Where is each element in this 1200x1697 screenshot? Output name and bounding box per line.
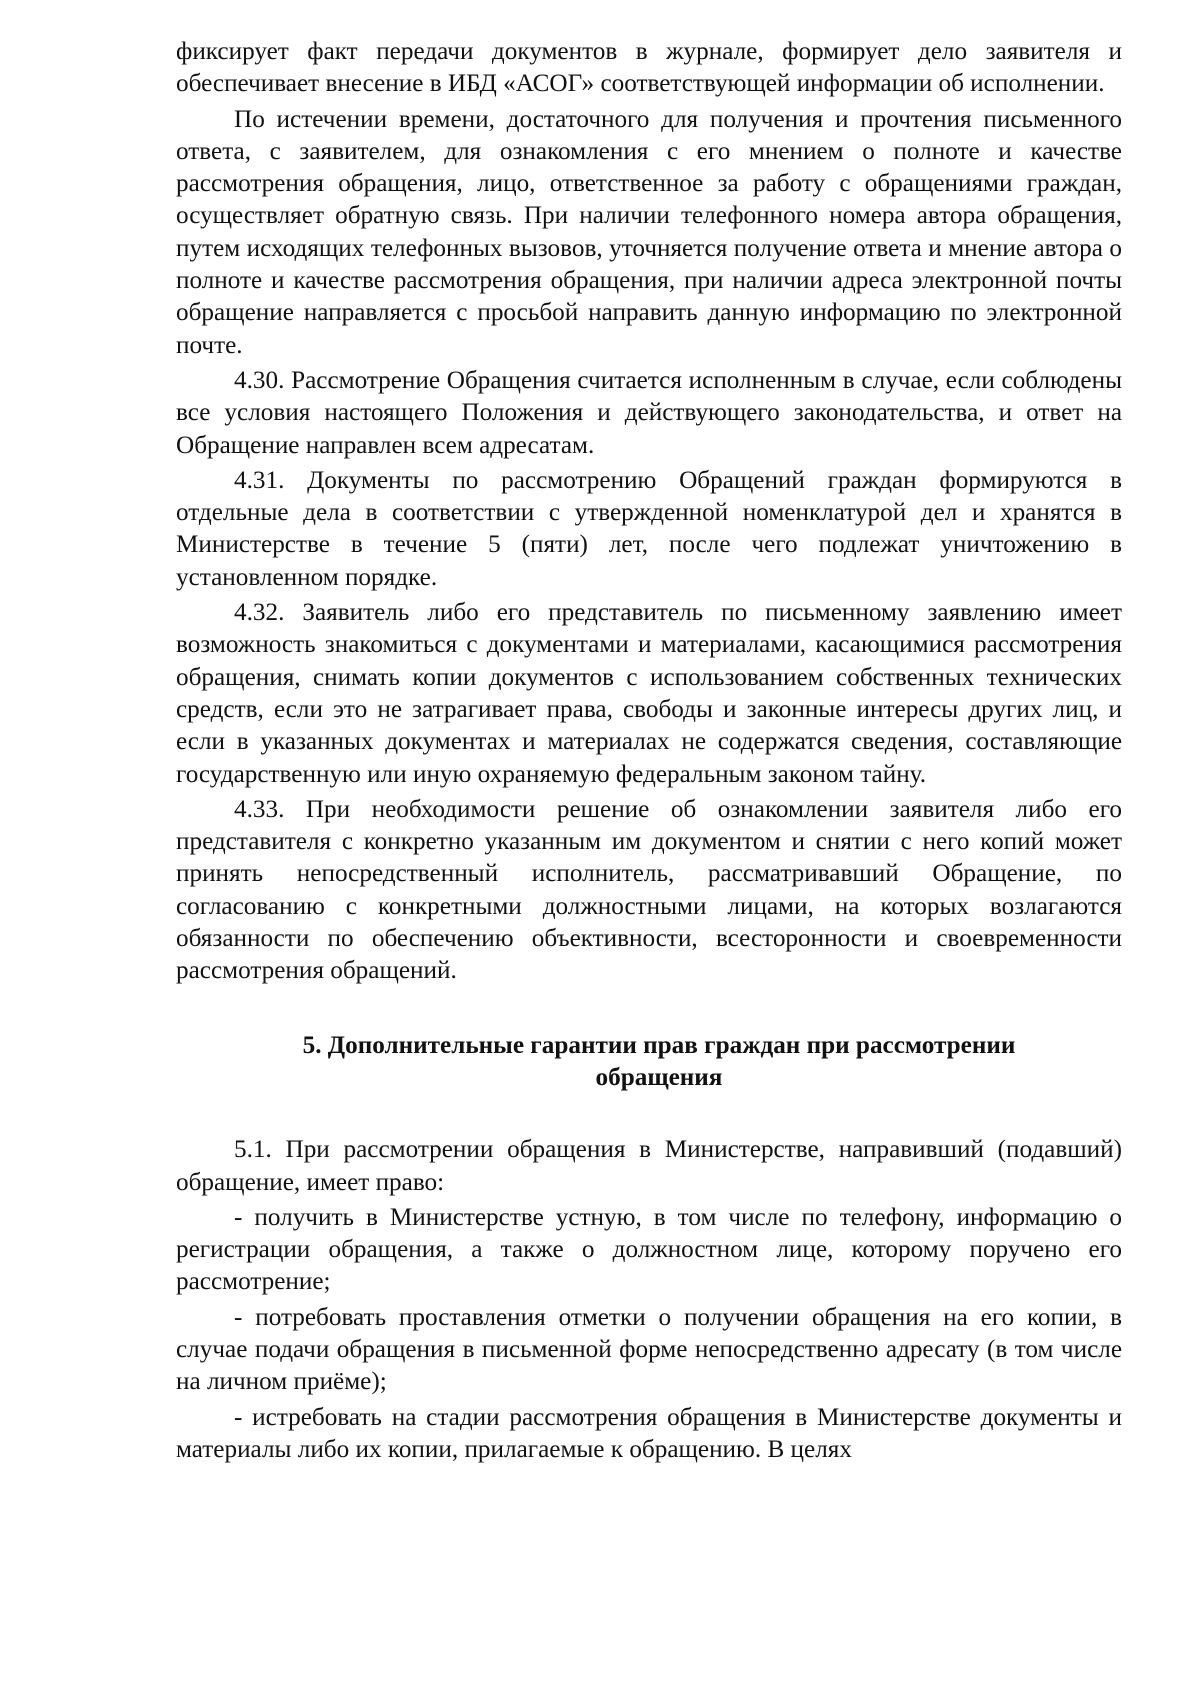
paragraph-continuation: фиксирует факт передачи документов в журнале, формирует дело заявителя и обеспечивает внесение в ИБД «АСОГ» соответствующей информации об исполнении. xyxy=(176,38,1122,98)
paragraph-4-32: 4.32. Заявитель либо его представитель по письменному заявлению имеет возможность знакомиться с документами и материалами, касающимися рассмотрения обращения, снимать копии документов с использованием собственных технических средств, если это не затрагивает права, свободы и законные интересы других лиц, и если в указанных документах и материалах не содержатся сведения, составляющие государственную или иную охраняемую федеральным законом тайну. xyxy=(176,599,1122,788)
document-page xyxy=(176,36,1122,1469)
section-heading xyxy=(176,1030,1122,1095)
list-item-right-1: - получить в Министерстве устную, в том числе по телефону, информацию о регистрации обращения, а также о должностном лице, которому поручено его рассмотрение; xyxy=(176,1203,1122,1296)
section-heading-line1: 5. Дополнительные гарантии прав граждан при рассмотрении xyxy=(302,1031,1016,1059)
paragraph-4-31: 4.31. Документы по рассмотрению Обращений граждан формируются в отдельные дела в соответствии с утвержденной номенклатурой дел и хранятся в Министерстве в течение 5 (пяти) лет, после чего подлежат уничтожению в установленном порядке. xyxy=(176,466,1122,591)
list-item-right-3: - истребовать на стадии рассмотрения обращения в Министерстве документы и материалы либо их копии, прилагаемые к обращению. В целях xyxy=(176,1403,1122,1463)
list-item-right-2: - потребовать проставления отметки о получении обращения на его копии, в случае подачи обращения в письменной форме непосредственно адресату (в том числе на личном приёме); xyxy=(176,1303,1122,1396)
paragraph-4-33: 4.33. При необходимости решение об ознакомлении заявителя либо его представителя с конкретно указанным им документом и снятии с него копий может принять непосредственный исполнитель, рассматривавший Обращение, по согласованию с конкретными должностными лицами, на которых возлагаются обязанности по обеспечению объективности, всесторонности и своевременности рассмотрения обращений. xyxy=(176,795,1122,985)
paragraph-4-30: 4.30. Рассмотрение Обращения считается исполненным в случае, если соблюдены все условия настоящего Положения и действующего законодательства, и ответ на Обращение направлен всем адресатам. xyxy=(176,366,1122,459)
section-heading-line2: обращения xyxy=(595,1063,723,1091)
paragraph-5-1: 5.1. При рассмотрении обращения в Министерстве, направивший (подавший) обращение, имеет право: xyxy=(176,1136,1122,1196)
paragraph-feedback: По истечении времени, достаточного для получения и прочтения письменного ответа, с заявителем, для ознакомления с его мнением о полноте и качестве рассмотрения обращения, лицо, ответственное за работу с обращениями граждан, осуществляет обратную связь. При наличии телефонного номера автора обращения, путем исходящих телефонных вызовов, уточняется получение ответа и мнение автора о полноте и качестве рассмотрения обращения, при наличии адреса электронной почты обращение направляется с просьбой направить данную информацию по электронной почте. xyxy=(176,105,1122,359)
